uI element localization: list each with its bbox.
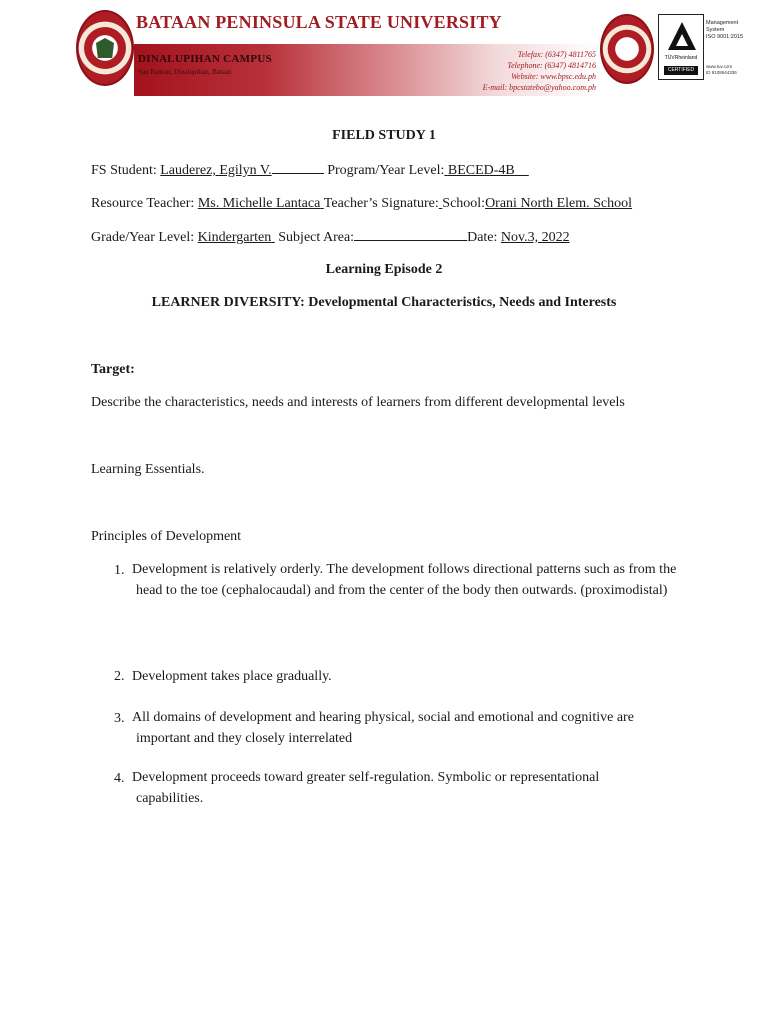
program-value: BECED-4B bbox=[447, 163, 515, 178]
campus-name: DINALUPIHAN CAMPUS bbox=[138, 53, 273, 65]
program-label: Program/Year Level: bbox=[327, 163, 445, 178]
principle-text: Development proceeds toward greater self-regulation. Symbolic or representational capabilities. bbox=[132, 770, 600, 806]
tuv-certified: CERTIFIED bbox=[664, 66, 698, 75]
contact-telephone: Telephone: (6347) 4814716 bbox=[507, 61, 596, 70]
iso-footer-line: www.tuv.com bbox=[706, 64, 733, 69]
subject-blank bbox=[354, 228, 467, 241]
episode-title: Learning Episode 2 bbox=[325, 262, 443, 277]
contact-email: E-mail: bpcstatebo@yahoo.com.ph bbox=[482, 83, 596, 92]
campus-address: San Ramon, Dinalupihan, Bataan bbox=[138, 68, 232, 76]
target-label: Target: bbox=[91, 362, 135, 377]
contact-website: Website: www.bpsc.edu.ph bbox=[511, 72, 596, 81]
list-item bbox=[131, 560, 681, 601]
principle-text: All domains of development and hearing physical, social and emotional and cognitive are important and they closely interrelated bbox=[132, 710, 634, 746]
letterhead bbox=[0, 0, 768, 100]
tuv-certification-logo bbox=[658, 14, 704, 80]
principle-text: Development is relatively orderly. The development follows directional patterns such as from the head to the toe (cephalocaudal) and from the center of the body then outwards. (proximodistal) bbox=[132, 562, 677, 598]
tuv-brand: TÜVRheinland bbox=[664, 55, 698, 61]
learning-essentials: Learning Essentials. bbox=[91, 462, 205, 477]
contact-info bbox=[420, 49, 596, 93]
date-value: Nov.3, 2022 bbox=[500, 230, 570, 245]
university-seal-icon bbox=[76, 10, 134, 86]
document-title: FIELD STUDY 1 bbox=[332, 128, 436, 143]
iso-text bbox=[706, 20, 754, 41]
iso-line: ISO 9001:2015 bbox=[706, 34, 744, 40]
university-name: BATAAN PENINSULA STATE UNIVERSITY bbox=[136, 12, 502, 32]
grade-label: Grade/Year Level: bbox=[91, 230, 195, 245]
subject-label: Subject Area: bbox=[278, 230, 355, 245]
list-item bbox=[131, 667, 696, 688]
iso-footer-line: ID 9108644336 bbox=[706, 70, 737, 75]
list-item-number: 2. bbox=[114, 669, 125, 684]
school-value: Orani North Elem. School bbox=[485, 196, 633, 211]
episode-heading: LEARNER DIVERSITY: Developmental Characteristics, Needs and Interests bbox=[151, 295, 617, 310]
resource-teacher-value: Ms. Michelle Lantaca bbox=[197, 196, 321, 211]
grade-row bbox=[91, 228, 570, 247]
contact-telefax: Telefax: (6347) 4811765 bbox=[517, 50, 596, 59]
principles-title: Principles of Development bbox=[91, 529, 242, 544]
list-item-number: 4. bbox=[114, 771, 125, 786]
principle-text: Development takes place gradually. bbox=[132, 669, 332, 684]
iso-footer bbox=[706, 64, 754, 76]
list-item bbox=[131, 708, 686, 749]
school-label: School: bbox=[442, 196, 486, 211]
campus-seal-icon bbox=[600, 14, 654, 84]
resource-teacher-row bbox=[91, 195, 632, 213]
grade-value: Kindergarten bbox=[197, 230, 272, 245]
target-text: Describe the characteristics, needs and interests of learners from different developmental levels bbox=[91, 395, 625, 410]
resource-teacher-label: Resource Teacher: bbox=[91, 196, 195, 211]
iso-line: System bbox=[706, 27, 725, 33]
list-item-number: 1. bbox=[114, 563, 125, 578]
fs-student-value: Lauderez, Egilyn V. bbox=[160, 163, 272, 178]
fs-student-label: FS Student: bbox=[91, 163, 157, 178]
iso-line: Management bbox=[706, 20, 739, 26]
date-label: Date: bbox=[467, 230, 498, 245]
list-item-number: 3. bbox=[114, 711, 125, 726]
list-item bbox=[131, 768, 646, 809]
signature-label: Teacher’s Signature: bbox=[323, 196, 439, 211]
fs-student-row bbox=[91, 161, 529, 180]
